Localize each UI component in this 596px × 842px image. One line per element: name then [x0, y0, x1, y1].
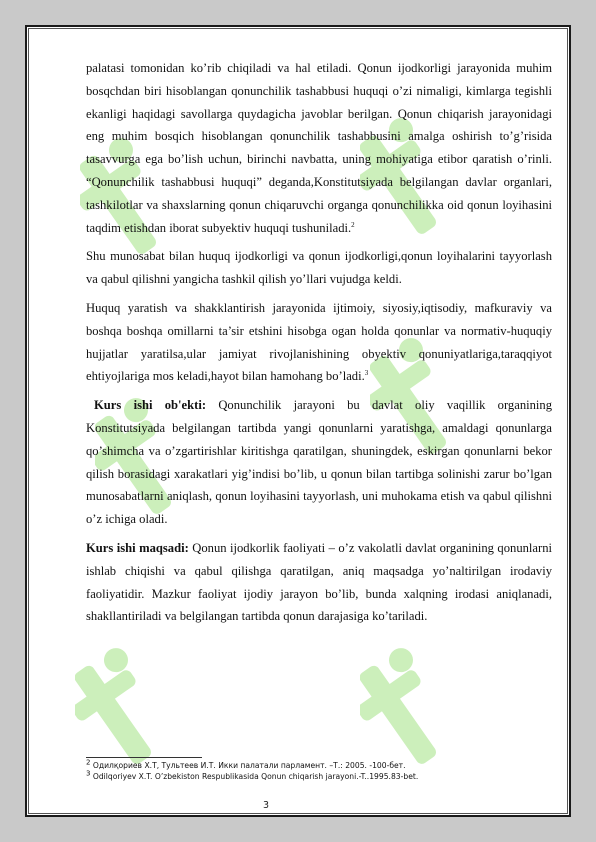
- body-text: [86, 57, 552, 628]
- page-number: 3: [262, 800, 270, 811]
- paragraph-3: [86, 297, 552, 388]
- paragraph-goal: [86, 537, 552, 628]
- object-text: Qonunchilik jarayoni bu davlat oliy vaqillik organining Konstitutsiyada belgilangan tartibda yangi qonunlarni yaratishga, amaldagi qonunlarga qo’shimcha va o’zgartirishlar kiritishga qaratilgan, shuningdek, eskirgan qonunlarni bekor qilish borasidagi xarakatlari yig’indisi bo’lib, u qonun bilan tartibga solinishi zarur bo’lgan munosabatlarni aniqlash, qonun loyihasini tayyorlash, uni muhokama etish va qabul qilishni o’z ichiga oladi.: [86, 398, 553, 527]
- footnote-2-number: 3: [86, 769, 91, 778]
- footnote-1-number: 2: [86, 758, 91, 767]
- goal-heading: Kurs ishi maqsadi:: [86, 540, 189, 555]
- paragraph-2: [86, 245, 552, 291]
- goal-text: Qonun ijodkorlik faoliyati – o’z vakolatli davlat organining qonunlarni ishlab chiqishi va qabul qilishga qaratilgan, aniq maqsadga yo’naltirilgan irodaviy faoliyatidir. Mazkur faoliyat ijodiy jarayon bo’lib, bunda xalqning irodasi aniqlanadi, shakllantiriladi va belgilangan tartibda qonun darajasiga ko’tariladi.: [86, 540, 552, 624]
- object-heading: Kurs ishi ob'ekti:: [94, 398, 207, 413]
- footnote-separator: [86, 757, 202, 758]
- footnote-1-text: Одилқориев Х.Т, Тультеев И.Т. Икки палатали парламент. –Т.: 2005. -100-бет.: [90, 761, 406, 770]
- footnote-2-text: Odilqoriyev X.T. O’zbekiston Respublikasida Qonun chiqarish jarayoni.-T..1995.83-bet.: [90, 772, 419, 781]
- paragraph-2-text: Shu munosabat bilan huquq ijodkorligi va qonun ijodkorligi,qonun loyihalarini tayyorlash va qabul qilishni yangicha tashkil qilish yo’llari vujudga keldi.: [86, 249, 552, 287]
- footnote-2: [86, 771, 552, 782]
- footnotes: [86, 760, 552, 782]
- footnote-ref-2[interactable]: 2: [351, 220, 355, 229]
- footnote-1: [86, 760, 552, 771]
- paragraph-1: [86, 57, 552, 239]
- footnote-ref-3[interactable]: 3: [364, 369, 369, 378]
- paragraph-3-text: Huquq yaratish va shakklantirish jarayonida ijtimoiy, siyosiy,iqtisodiy, mafkuraviy va boshqa boshqa omillarni ta’sir etshini hisobga ogan holda qonunlar va normativ-huquqiy hujjatlar yaratilsa,ular jamiyat rivojlanishining obyektiv qonuniyatlariga,taraqqiyot ehtiyojlariga mos keladi,hayot bilan hamohang bo’ladi.: [86, 300, 552, 384]
- paragraph-1-text: palatasi tomonidan ko’rib chiqiladi va hal etiladi. Qonun ijodkorligi jarayonida muhim bosqchdan biri hisoblangan qonunchilik tashabbusi huquqi o’zi nimaligi, kimlarga tegishli ekanligi haqidagi savollarga quydagicha javoblar berilgan. Qonun chiqarish jarayonidagi eng muhim bosqich hisoblangan qonunchilik tashabbusini amalga oshirish to’g’risida tasavvurga ega bo’lish uchun, birinchi navbatta, uning mohiyatiga etibor qaratish o’rinli. “Qonunchilik tashabbusi huquqi” deganda,Konstitutsiyada belgilangan davlar organlari, tashkilotlar va shaxslarning qonun chiqaruvchi organga qonunchilikka oid qonun loyihasini taqdim etishdan iborat subyektiv huquqi tushuniladi.: [86, 61, 552, 235]
- paragraph-object: [86, 394, 552, 531]
